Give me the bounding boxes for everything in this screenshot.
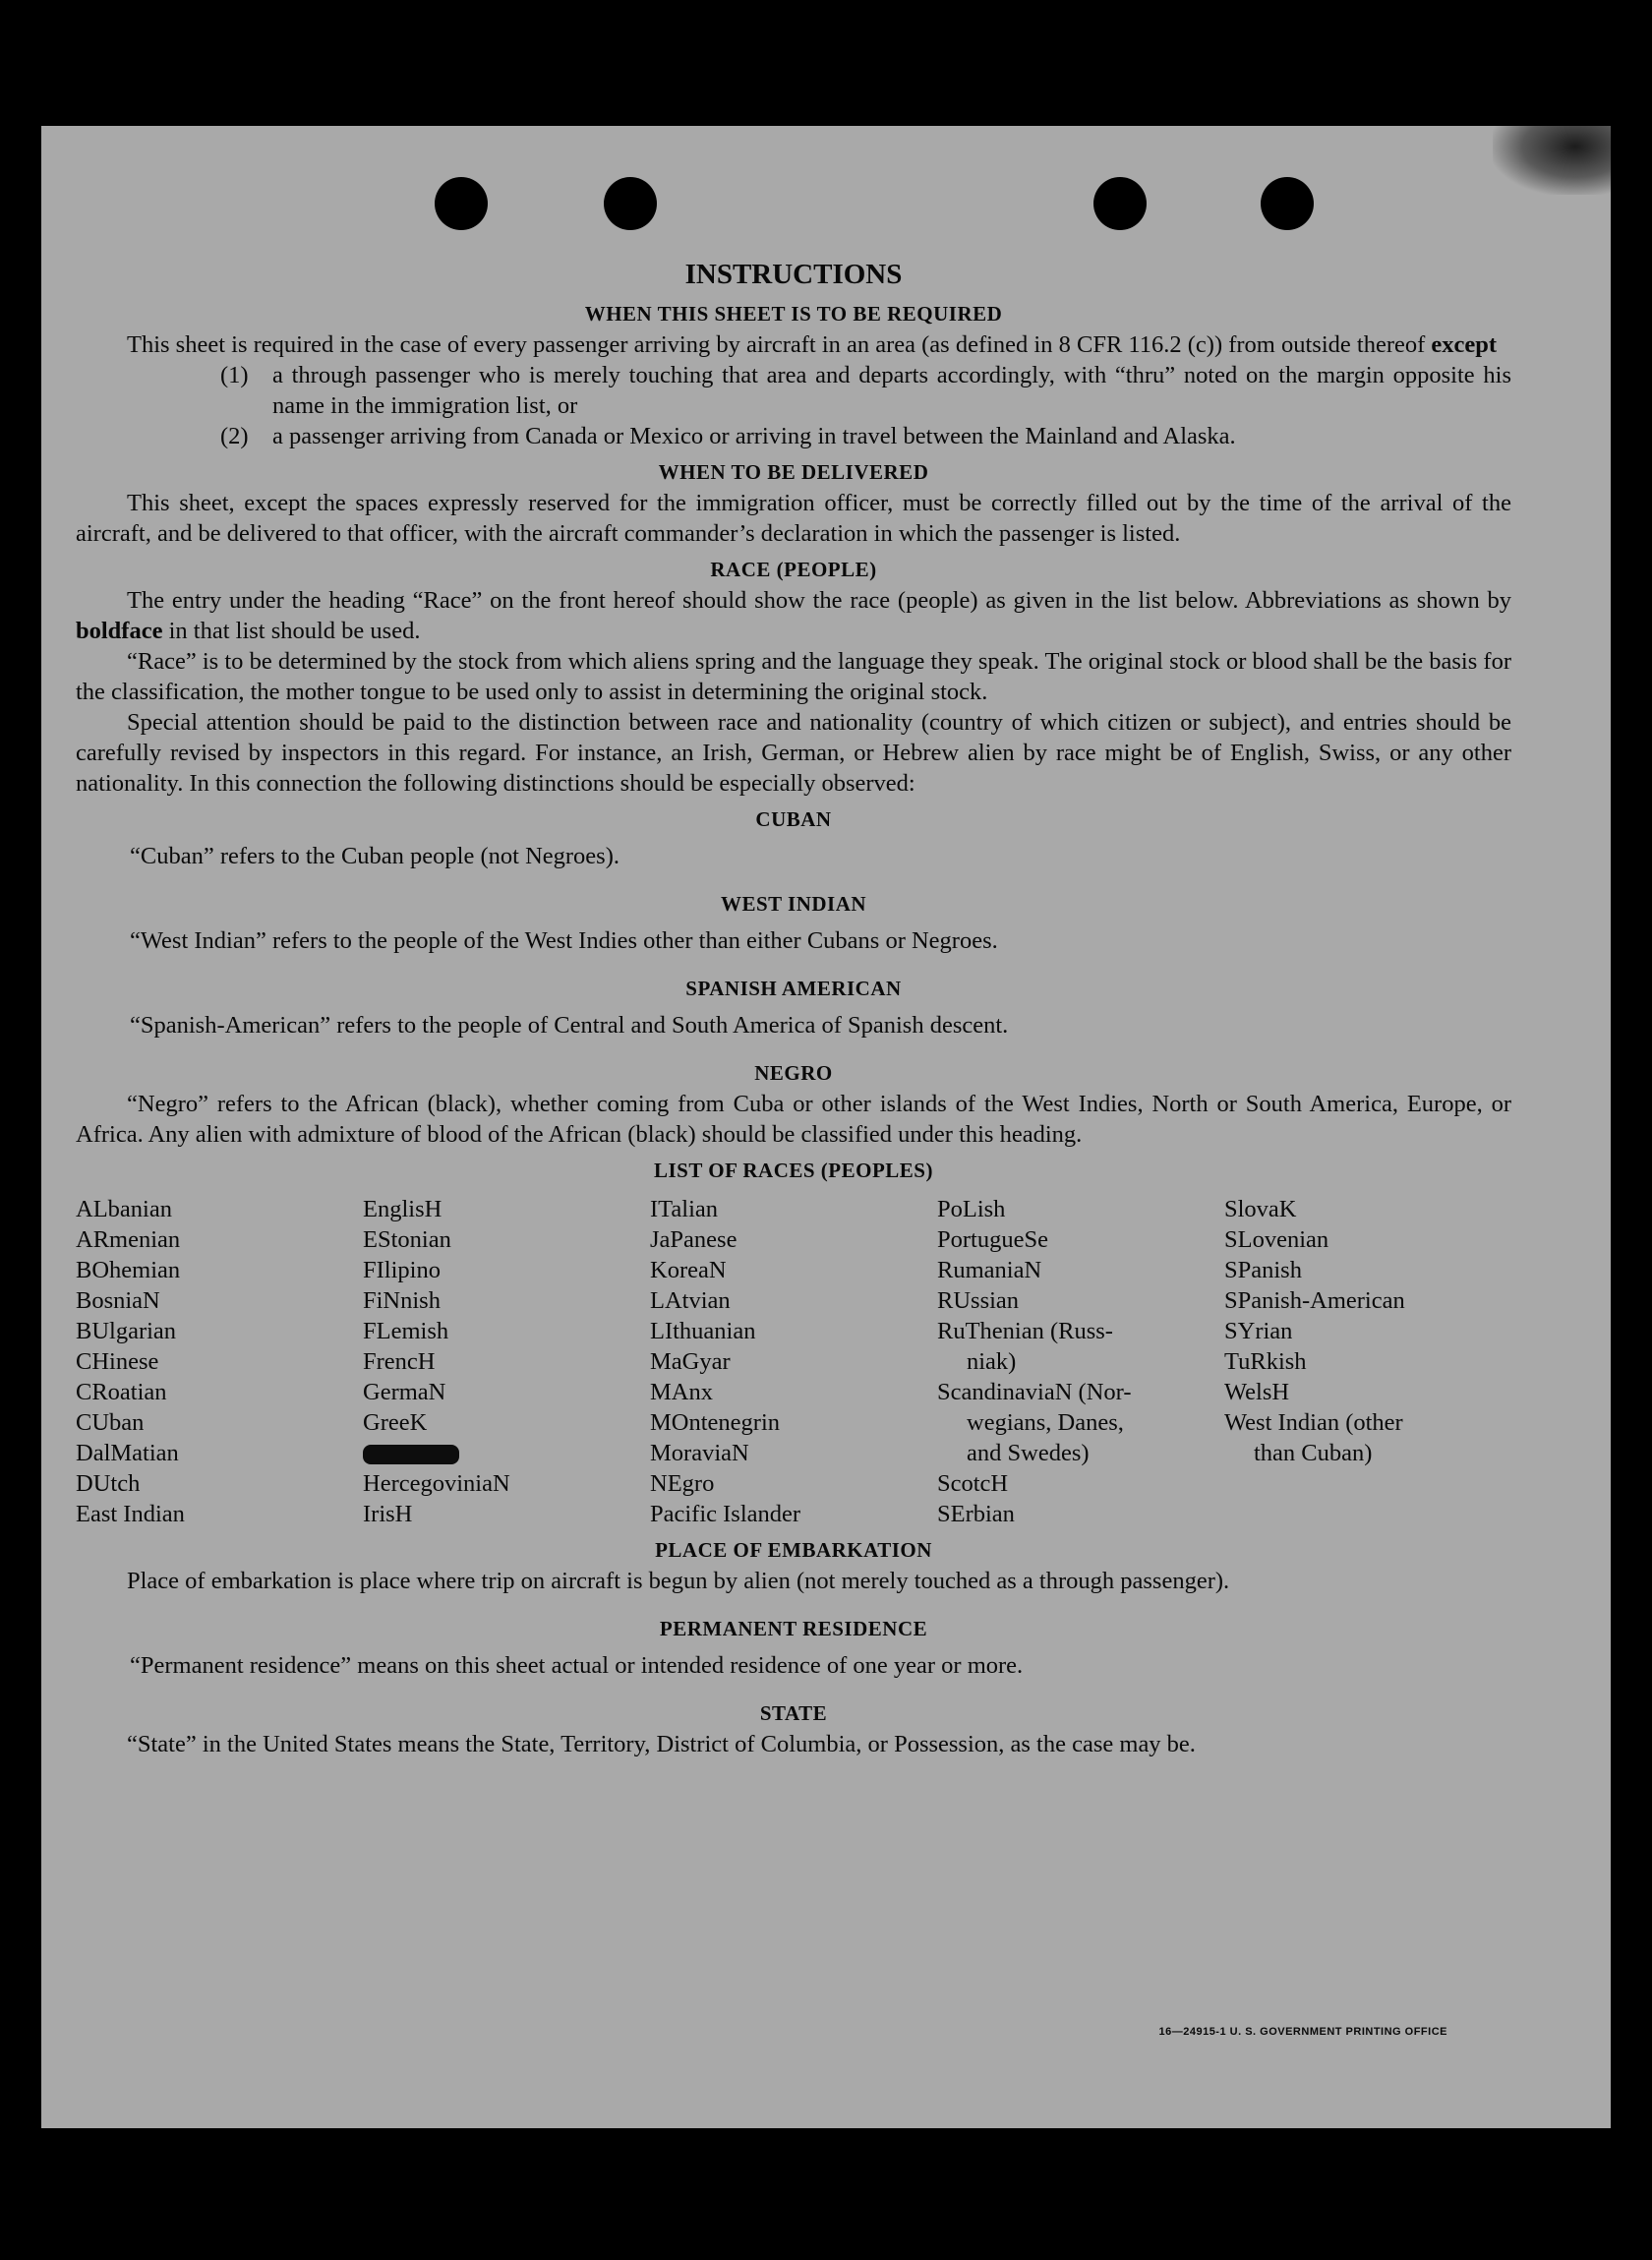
race-entry: EnglisH: [363, 1196, 442, 1222]
race-entry: SYrian: [1224, 1318, 1293, 1344]
race-entry: SlovaK: [1224, 1196, 1297, 1222]
residence-text: “Permanent residence” means on this sheet actual or intended residence of one year or more.: [130, 1652, 1024, 1679]
race-entry: than Cuban): [1254, 1440, 1373, 1466]
races-column-4: [937, 1194, 1224, 1529]
race-entry: PoLish: [937, 1196, 1006, 1222]
race-entry: Pacific Islander: [650, 1501, 801, 1527]
west-indian-text: “West Indian” refers to the people of the West Indies other than either Cubans or Negroes.: [130, 927, 998, 954]
race-entry: SLovenian: [1224, 1226, 1329, 1253]
scan-smudge: [1493, 126, 1611, 195]
race-paragraph-3: Special attention should be paid to the distinction between race and nationality (country of which citizen or subject), and entries should be carefully revised by inspectors in this regard. For instance, an Irish, German, or Hebrew alien by race might be of English, Swiss, or any other nationality. In this connection the following distinctions should be especially observed:: [76, 709, 1511, 797]
race-entry: ScandinaviaN (Nor-: [937, 1379, 1132, 1405]
race-entry: MOntenegrin: [650, 1409, 780, 1436]
race-entry: SPanish-American: [1224, 1287, 1405, 1314]
races-column-5: [1224, 1194, 1511, 1529]
race-entry: RumaniaN: [937, 1257, 1042, 1283]
race-entry: KoreaN: [650, 1257, 727, 1283]
heading-spanish-american: SPANISH AMERICAN: [685, 977, 902, 1000]
race-entry: FrencH: [363, 1348, 436, 1375]
heading-negro: NEGRO: [754, 1061, 833, 1085]
heading-state: STATE: [759, 1701, 828, 1725]
race-entry: RuThenian (Russ-: [937, 1318, 1113, 1344]
cuban-text: “Cuban” refers to the Cuban people (not Negroes).: [130, 843, 620, 869]
race-entry: SErbian: [937, 1501, 1015, 1527]
race-entry: and Swedes): [967, 1440, 1090, 1466]
race-entry: BosniaN: [76, 1287, 160, 1314]
race-entry: JaPanese: [650, 1226, 738, 1253]
races-column-2: [363, 1194, 650, 1529]
race-entry: GreeK: [363, 1409, 428, 1436]
heading-delivered: WHEN TO BE DELIVERED: [658, 460, 929, 484]
printing-office-code: 16—24915-1 U. S. GOVERNMENT PRINTING OFFICE: [1158, 2026, 1447, 2038]
heading-race: RACE (PEOPLE): [710, 558, 877, 581]
race-entry: RUssian: [937, 1287, 1020, 1314]
embarkation-text: Place of embarkation is place where trip on aircraft is begun by alien (not merely touched as a through passenger).: [127, 1568, 1230, 1594]
heading-embarkation: PLACE OF EMBARKATION: [655, 1538, 932, 1562]
race-entry: CUban: [76, 1409, 145, 1436]
state-text: “State” in the United States means the State, Territory, District of Columbia, or Possession, as the case may be.: [127, 1731, 1196, 1757]
punch-hole: [604, 177, 657, 230]
required-intro: This sheet is required in the case of every passenger arriving by aircraft in an area (as defined in 8 CFR 116.2 (c)) from outside thereof except: [127, 331, 1498, 358]
heading-list-of-races: LIST OF RACES (PEOPLES): [654, 1159, 933, 1182]
race-entry: NEgro: [650, 1470, 715, 1497]
race-entry: ALbanian: [76, 1196, 172, 1222]
race-entry: CHinese: [76, 1348, 159, 1375]
race-entry: FIlipino: [363, 1257, 441, 1283]
race-entry: PortugueSe: [937, 1226, 1048, 1253]
race-entry: GermaN: [363, 1379, 446, 1405]
redacted-entry: [363, 1438, 650, 1468]
race-entry: BOhemian: [76, 1257, 181, 1283]
race-entry: CRoatian: [76, 1379, 167, 1405]
heading-residence: PERMANENT RESIDENCE: [659, 1617, 928, 1640]
race-paragraph-1: The entry under the heading “Race” on the front hereof should show the race (people) as given in the list below. Abbreviations as shown by boldface in that list should be used.: [76, 587, 1511, 644]
race-entry: TuRkish: [1224, 1348, 1307, 1375]
race-entry: LIthuanian: [650, 1318, 756, 1344]
document-page: [41, 126, 1611, 2128]
race-entry: West Indian (other: [1224, 1409, 1403, 1436]
race-entry: FLemish: [363, 1318, 449, 1344]
heading-cuban: CUBAN: [755, 807, 832, 831]
instructions-content: [76, 256, 1511, 1759]
race-entry: SPanish: [1224, 1257, 1302, 1283]
race-entry: IrisH: [363, 1501, 413, 1527]
race-entry: EStonian: [363, 1226, 451, 1253]
race-entry: ITalian: [650, 1196, 719, 1222]
race-entry: wegians, Danes,: [967, 1409, 1124, 1436]
race-entry: LAtvian: [650, 1287, 731, 1314]
race-entry: MoraviaN: [650, 1440, 749, 1466]
race-entry: ARmenian: [76, 1226, 181, 1253]
punch-hole: [1093, 177, 1147, 230]
races-column-1: [76, 1194, 363, 1529]
redaction-mark: [363, 1445, 459, 1464]
negro-text: “Negro” refers to the African (black), whether coming from Cuba or other islands of the West Indies, North or South America, Europe, or Africa. Any alien with admixture of blood of the African (black) should be classified under this heading.: [76, 1091, 1511, 1148]
race-entry: FiNnish: [363, 1287, 441, 1314]
race-entry: East Indian: [76, 1501, 185, 1527]
spanish-american-text: “Spanish-American” refers to the people of Central and South America of Spanish descent.: [130, 1012, 1009, 1039]
required-item-1: (1) a through passenger who is merely touching that area and departs accordingly, with “thru” noted on the margin opposite his name in the immigration list, or: [220, 362, 1511, 419]
races-list: [76, 1194, 1511, 1529]
punch-hole: [435, 177, 488, 230]
race-entry: ScotcH: [937, 1470, 1009, 1497]
required-item-2: (2) a passenger arriving from Canada or Mexico or arriving in travel between the Mainland and Alaska.: [220, 423, 1236, 449]
delivered-text: This sheet, except the spaces expressly reserved for the immigration officer, must be correctly filled out by the time of the arrival of the aircraft, and be delivered to that officer, with the aircraft commander’s declaration in which the passenger is listed.: [76, 490, 1511, 547]
heading-west-indian: WEST INDIAN: [720, 892, 867, 916]
race-entry: BUlgarian: [76, 1318, 177, 1344]
heading-required: WHEN THIS SHEET IS TO BE REQUIRED: [584, 302, 1003, 326]
race-entry: MAnx: [650, 1379, 713, 1405]
race-paragraph-2: “Race” is to be determined by the stock from which aliens spring and the language they speak. The original stock or blood shall be the basis for the classification, the mother tongue to be used only to assist in determining the original stock.: [76, 648, 1511, 705]
race-entry: MaGyar: [650, 1348, 731, 1375]
page-title: INSTRUCTIONS: [684, 259, 903, 290]
race-entry: DalMatian: [76, 1440, 179, 1466]
race-entry: niak): [967, 1348, 1017, 1375]
race-entry: HercegoviniaN: [363, 1470, 510, 1497]
race-entry: DUtch: [76, 1470, 141, 1497]
races-column-3: [650, 1194, 937, 1529]
punch-hole: [1261, 177, 1314, 230]
race-entry: WelsH: [1224, 1379, 1290, 1405]
